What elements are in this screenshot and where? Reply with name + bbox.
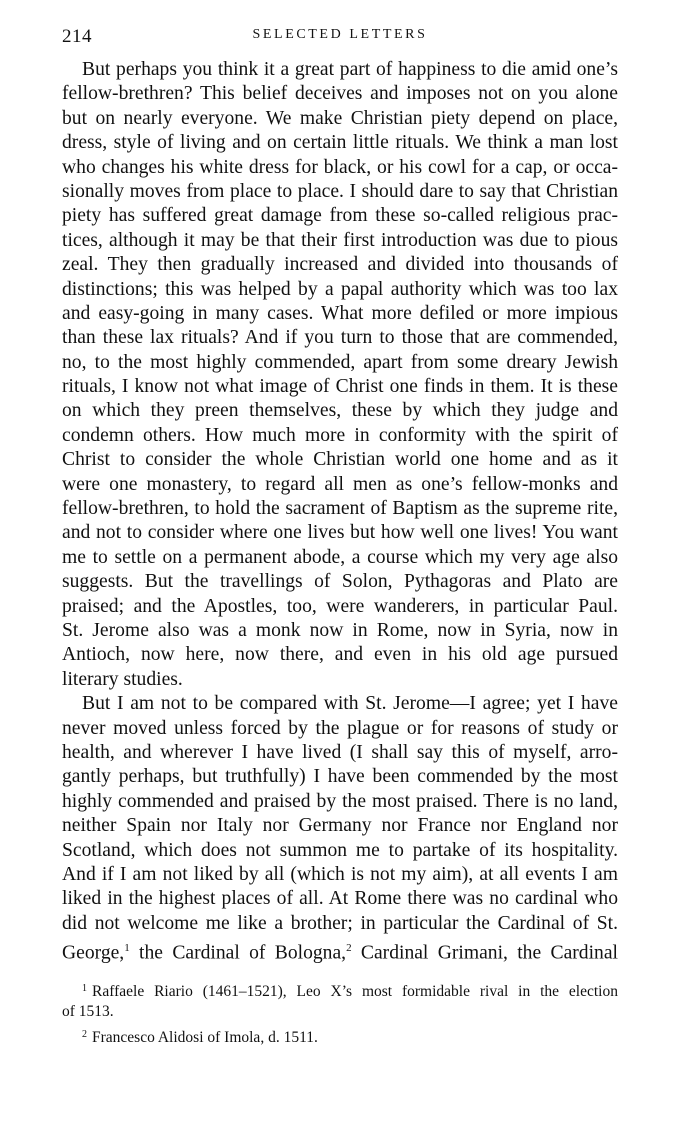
text-line: Christ to consider the whole Christian world one home and as it	[62, 449, 618, 471]
text-line: piety has suffered great damage from these so-called religious prac-	[62, 205, 618, 227]
text-line: neither Spain nor Italy nor Germany nor France nor England nor	[62, 815, 618, 837]
text-line-with-footnote-refs: George,$^1$ the Cardinal of Bologna,$^2$ Cardinal Grimani, the Cardinal	[62, 942, 618, 964]
text-line: fellow-brethren? This belief deceives and imposes not on you alone	[62, 83, 618, 105]
footnote-2: $^2$ Francesco Alidosi of Imola, d. 1511.	[82, 1029, 318, 1046]
text-line: sionally moves from place to place. I should dare to say that Christian	[62, 180, 618, 202]
text-line: But perhaps you think it a great part of happiness to die amid one’s	[82, 59, 618, 80]
text-line: and easy-going in many cases. What more defiled or more impious	[62, 302, 618, 324]
page-number: 214	[62, 26, 92, 47]
footnote-1-line-1: $^1$ Raffaele Riario (1461–1521), Leo X’s most formidable rival in the election	[82, 983, 618, 1000]
text-line: no, to the most highly commended, apart from some dreary Jewish	[62, 351, 618, 373]
footnotes	[62, 982, 618, 1048]
footnote-1-line-2: of 1513.	[62, 1003, 114, 1020]
text-line: Antioch, now here, now there, and even in his old age pursued	[62, 644, 618, 666]
text-line: literary studies.	[62, 668, 183, 690]
text-line: liked in the highest places of all. At Rome there was no cardinal who	[62, 888, 618, 910]
text-line: than these lax rituals? And if you turn to those that are commended,	[62, 327, 618, 349]
text-line: highly commended and praised by the most praised. There is no land,	[62, 790, 618, 812]
running-head: SELECTED LETTERS	[252, 27, 428, 42]
text-line: who changes his white dress for black, or his cowl for a cap, or occa-	[62, 156, 618, 178]
text-line: but on nearly everyone. We make Christian piety depend on place,	[62, 107, 618, 129]
footnote-ref-1: 1	[124, 942, 130, 955]
footnote-2-mark: 2	[82, 1029, 87, 1040]
text-line: And if I am not liked by all (which is not my aim), at all events I am	[62, 863, 618, 885]
text-line: suggests. But the travellings of Solon, Pythagoras and Plato are	[62, 571, 618, 593]
text-line: never moved unless forced by the plague or for reasons of study or	[62, 717, 618, 739]
text-line: St. Jerome also was a monk now in Rome, now in Syria, now in	[62, 619, 618, 641]
text-line: praised; and the Apostles, too, were wanderers, in particular Paul.	[62, 595, 618, 617]
text-line: condemn others. How much more in conformity with the spirit of	[62, 424, 618, 446]
text-line: tices, although it may be that their first introduction was due to pious	[62, 229, 618, 251]
text-line: zeal. They then gradually increased and divided into thousands of	[62, 254, 618, 276]
text-line: But I am not to be compared with St. Jerome—I agree; yet I have	[82, 693, 618, 715]
text-line: distinctions; this was helped by a papal authority which was too lax	[62, 278, 618, 300]
page-header	[62, 26, 618, 50]
text-line: dress, style of living and on certain little rituals. We think a man lost	[62, 132, 618, 154]
text-line: did not welcome me like a brother; in particular the Cardinal of St.	[62, 912, 618, 934]
text-line: rituals, I know not what image of Christ one finds in them. It is these	[62, 376, 618, 398]
body-text	[62, 58, 618, 964]
text-line: me to settle on a permanent abode, a course which my very age also	[62, 546, 618, 568]
footnote-1-mark: 1	[82, 983, 87, 994]
text-line: and not to consider where one lives but how well one lives! You want	[62, 522, 618, 544]
text-line: Scotland, which does not summon me to partake of its hospitality.	[62, 839, 618, 861]
text-line: were one monastery, to regard all men as one’s fellow-monks and	[62, 473, 618, 495]
footnote-ref-2: 2	[346, 942, 352, 955]
paragraph-2	[62, 692, 618, 936]
paragraph-1	[62, 58, 618, 692]
text-line: fellow-brethren, to hold the sacrament of Baptism as the supreme rite,	[62, 498, 618, 520]
text-line: on which they preen themselves, these by which they judge and	[62, 400, 618, 422]
text-line: health, and wherever I have lived (I shall say this of myself, arro-	[62, 741, 618, 763]
text-line: gantly perhaps, but truthfully) I have been commended by the most	[62, 766, 618, 788]
